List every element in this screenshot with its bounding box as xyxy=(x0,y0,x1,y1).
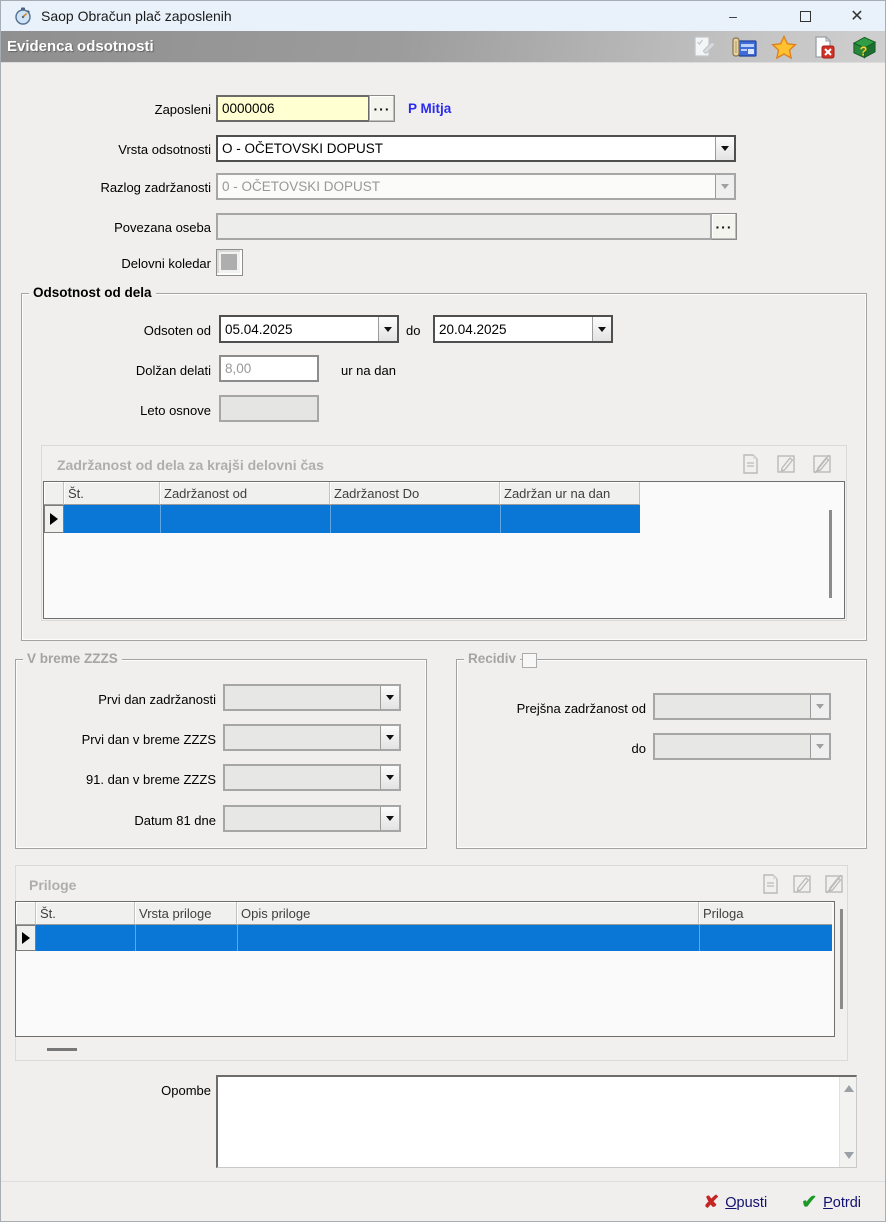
prvi-dan-v-breme-zzzs-datepicker[interactable] xyxy=(223,724,401,751)
prvi-dan-zadrzanosti-datepicker[interactable] xyxy=(223,684,401,711)
delovni-koledar-button[interactable] xyxy=(216,249,243,276)
maximize-button[interactable] xyxy=(785,1,825,31)
delete-row-icon xyxy=(823,873,845,895)
scroll-up-icon[interactable] xyxy=(844,1085,854,1092)
91-dan-v-breme-zzzs-datepicker[interactable] xyxy=(223,764,401,791)
vertical-scrollbar-thumb[interactable] xyxy=(829,510,832,598)
delovni-koledar-label: Delovni koledar xyxy=(121,256,211,271)
column-header[interactable]: Zadržanost Do xyxy=(330,482,500,505)
zaposleni-person-name: P Mitja xyxy=(408,101,452,116)
zaposleni-browse-button[interactable]: ··· xyxy=(369,95,395,122)
recidiv-checkbox[interactable] xyxy=(522,653,537,668)
favorites-star-icon[interactable] xyxy=(771,34,797,60)
confirm-check-icon: ✔ xyxy=(801,1192,818,1213)
priloge-panel-title: Priloge xyxy=(29,877,77,893)
selected-empty-row[interactable] xyxy=(36,925,832,951)
dropdown-arrow-icon xyxy=(810,735,829,758)
form-title: Evidenca odsotnosti xyxy=(7,38,154,55)
column-header[interactable]: Vrsta priloge xyxy=(135,902,237,925)
prvi-dan-zadrzanosti-label: Prvi dan zadržanosti xyxy=(98,692,216,707)
prejsna-zadrzanost-do-label: do xyxy=(631,741,646,756)
priloge-grid[interactable] xyxy=(15,901,835,1037)
odsoten-od-label: Odsoten od xyxy=(143,323,211,338)
cancel-x-icon: ✘ xyxy=(703,1193,720,1212)
column-header[interactable]: Št. xyxy=(36,902,135,925)
dropdown-arrow-icon[interactable] xyxy=(380,726,399,749)
delete-row-icon xyxy=(811,453,833,475)
dropdown-arrow-icon[interactable] xyxy=(380,766,399,789)
journal-icon[interactable] xyxy=(731,34,757,60)
zadrzanost-grid[interactable] xyxy=(43,481,845,619)
current-row-arrow-icon xyxy=(22,932,30,944)
close-button[interactable]: ✕ xyxy=(850,8,864,25)
91-dan-v-breme-zzzs-label: 91. dan v breme ZZZS xyxy=(85,772,216,787)
prvi-dan-v-breme-zzzs-label: Prvi dan v breme ZZZS xyxy=(81,732,216,747)
odsotnost-od-dela-group-title: Odsotnost od dela xyxy=(29,285,156,300)
ur-na-dan-label: ur na dan xyxy=(341,363,396,378)
stopwatch-app-icon xyxy=(14,7,32,25)
dolzan-delati-input: 8,00 xyxy=(219,355,319,382)
zadrzanost-panel-title: Zadržanost od dela za krajši delovni čas xyxy=(57,457,324,473)
opusti-button[interactable]: ✘ Opusti xyxy=(703,1191,767,1214)
povezana-oseba-input xyxy=(216,213,712,240)
horizontal-scrollbar-thumb[interactable] xyxy=(47,1048,77,1051)
dolzan-delati-label: Dolžan delati xyxy=(135,363,211,378)
opombe-label: Opombe xyxy=(161,1083,211,1098)
zaposleni-input[interactable]: 0000006 xyxy=(216,95,370,122)
dropdown-arrow-icon[interactable] xyxy=(378,317,397,341)
razlog-zadrzanosti-combobox: 0 - OČETOVSKI DOPUST xyxy=(216,173,736,200)
column-header[interactable]: Zadržan ur na dan xyxy=(500,482,640,505)
leto-osnove-input xyxy=(219,395,319,422)
add-row-icon xyxy=(739,453,761,475)
footer-divider xyxy=(1,1181,885,1182)
delete-document-icon[interactable] xyxy=(811,34,837,60)
current-row-arrow-icon xyxy=(50,513,58,525)
v-breme-zzzs-group-title: V breme ZZZS xyxy=(23,651,122,666)
edit-row-icon xyxy=(791,873,813,895)
form-header xyxy=(1,31,885,63)
povezana-oseba-browse-button[interactable]: ··· xyxy=(711,213,737,240)
odsoten-od-datepicker[interactable]: 05.04.2025 xyxy=(219,315,399,343)
row-selector xyxy=(16,925,36,951)
edit-record-icon[interactable] xyxy=(691,34,717,60)
prejsna-zadrzanost-od-label: Prejšna zadržanost od xyxy=(516,701,646,716)
row-selector xyxy=(44,505,64,533)
add-row-icon xyxy=(759,873,781,895)
prejsna-zadrzanost-do-datepicker xyxy=(653,733,831,760)
vertical-scrollbar-thumb[interactable] xyxy=(840,909,843,1009)
column-header[interactable]: Št. xyxy=(64,482,160,505)
prejsna-zadrzanost-od-datepicker xyxy=(653,693,831,720)
textarea-scrollbar[interactable] xyxy=(839,1077,856,1167)
razlog-zadrzanosti-label: Razlog zadržanosti xyxy=(100,180,211,195)
vrsta-odsotnosti-label: Vrsta odsotnosti xyxy=(118,142,211,157)
dropdown-arrow-icon[interactable] xyxy=(380,807,399,830)
recidiv-group-title: Recidiv xyxy=(464,651,520,666)
datum-81-dne-datepicker[interactable] xyxy=(223,805,401,832)
selected-empty-row[interactable] xyxy=(64,505,640,533)
edit-row-icon xyxy=(775,453,797,475)
povezana-oseba-label: Povezana oseba xyxy=(114,220,211,235)
svg-text:?: ? xyxy=(859,44,868,59)
minimize-button[interactable]: – xyxy=(729,8,737,24)
dropdown-arrow-icon[interactable] xyxy=(380,686,399,709)
column-header[interactable]: Priloga xyxy=(699,902,832,925)
vrsta-odsotnosti-combobox[interactable]: O - OČETOVSKI DOPUST xyxy=(216,135,736,162)
dropdown-arrow-icon[interactable] xyxy=(592,317,611,341)
maximize-icon xyxy=(800,11,811,22)
odsoten-do-datepicker[interactable]: 20.04.2025 xyxy=(433,315,613,343)
zaposleni-label: Zaposleni xyxy=(154,102,211,117)
datum-81-dne-label: Datum 81 dne xyxy=(134,813,216,828)
title-bar xyxy=(1,1,885,31)
help-book-icon[interactable] xyxy=(851,34,877,60)
column-header[interactable]: Opis priloge xyxy=(237,902,699,925)
scroll-down-icon[interactable] xyxy=(844,1152,854,1159)
opombe-textarea[interactable] xyxy=(216,1075,857,1168)
do-label: do xyxy=(406,323,421,338)
dropdown-arrow-icon xyxy=(810,695,829,718)
dropdown-arrow-icon xyxy=(715,175,734,198)
leto-osnove-label: Leto osnove xyxy=(140,403,211,418)
column-header[interactable]: Zadržanost od xyxy=(160,482,330,505)
potrdi-button[interactable]: ✔ Potrdi xyxy=(801,1192,861,1213)
dropdown-arrow-icon[interactable] xyxy=(715,137,734,160)
window-title: Saop Obračun plač zaposlenih xyxy=(41,8,232,24)
